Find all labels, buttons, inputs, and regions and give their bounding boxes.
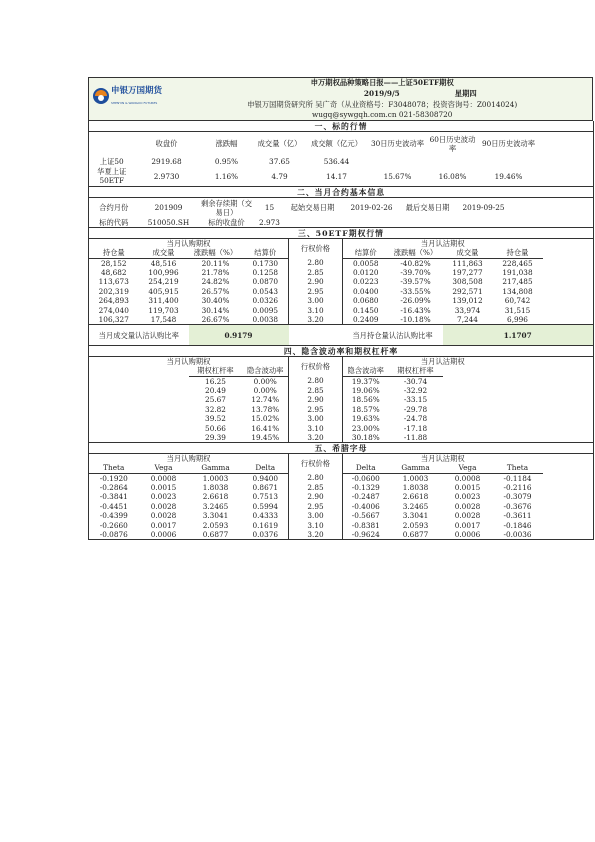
table-cell: 3.20 <box>289 433 343 443</box>
table-cell: 3.00 <box>289 296 343 306</box>
report-sheet <box>88 77 595 540</box>
table-cell: 0.5994 <box>252 501 279 511</box>
field-value: 2019-09-25 <box>462 203 505 213</box>
table-cell: 30.18% <box>351 433 380 442</box>
table-cell: 0.8671 <box>252 482 279 492</box>
table-cell: 19.46% <box>494 171 523 181</box>
table-cell: -11.88 <box>403 433 428 442</box>
table-cell: 7,244 <box>457 315 478 324</box>
table-cell: 0.0028 <box>454 511 481 521</box>
table-cell: 3.3041 <box>402 511 429 521</box>
table-cell: 0.0006 <box>454 530 481 539</box>
table-cell: -10.18% <box>400 315 431 324</box>
table-cell: 311,400 <box>148 296 179 306</box>
table-cell: 18.57% <box>351 404 380 414</box>
table-row <box>89 315 594 325</box>
table-row <box>89 492 594 502</box>
col-header: Theta <box>493 463 543 473</box>
table-cell: 0.0223 <box>352 277 379 287</box>
row-label: 上证50 <box>99 156 124 166</box>
table-cell: -33.55% <box>400 286 431 296</box>
table-cell: 0.0058 <box>352 258 379 268</box>
col-header: 涨跌幅（%） <box>189 248 243 258</box>
field-value: 15 <box>264 203 275 213</box>
table-cell: 292,571 <box>452 286 483 296</box>
table-cell: 26.67% <box>201 315 230 324</box>
section-greeks <box>88 443 594 540</box>
table-cell: 106,327 <box>98 315 129 324</box>
table-cell: 1.0003 <box>402 473 429 483</box>
table-cell: -0.3079 <box>503 492 532 502</box>
table-cell <box>369 156 427 167</box>
table-cell: 274,040 <box>98 305 129 315</box>
table-cell: -0.1920 <box>99 473 128 483</box>
table-cell: 0.1450 <box>352 305 379 315</box>
volume-ratio-label: 当月成交量认沽认购比率 <box>89 325 189 346</box>
col-header: 成交量 <box>443 248 493 258</box>
table-cell: -32.92 <box>403 385 428 395</box>
table-cell: 0.0400 <box>352 286 379 296</box>
org-line: 申银万国期货研究所 吴广奇（从业资格号：F3048078；投资咨询号：Z0014024) <box>173 99 593 110</box>
col-header: Vega <box>443 463 493 473</box>
table-cell: 0.0023 <box>150 492 177 502</box>
table-cell: -0.1846 <box>503 520 532 530</box>
table-row <box>89 156 594 167</box>
table-cell: 3.2465 <box>202 501 229 511</box>
table-cell: 3.20 <box>289 530 343 540</box>
table-row <box>89 258 594 268</box>
table-cell: 0.0017 <box>454 520 481 530</box>
section-market <box>88 121 594 187</box>
table-row <box>89 296 594 306</box>
table-cell: 37.65 <box>269 156 290 166</box>
table-cell: -0.8381 <box>351 520 380 530</box>
date-row <box>173 88 593 99</box>
put-group-label: 当月认沽期权 <box>420 357 465 366</box>
col-header: 结算价 <box>243 248 289 258</box>
strike-header: 行权价格 <box>289 357 343 377</box>
table-cell: 0.0326 <box>252 296 279 306</box>
table-cell: -0.3611 <box>503 511 532 521</box>
table-cell: -0.3676 <box>503 501 532 511</box>
table-cell: 1.8038 <box>202 482 229 492</box>
table-cell: 3.10 <box>289 424 343 434</box>
table-cell: 3.10 <box>289 521 343 531</box>
table-cell: 2.95 <box>289 405 343 415</box>
table-cell: 21.78% <box>201 267 230 277</box>
table-cell: 0.0023 <box>454 492 481 502</box>
table-cell: -0.0600 <box>351 473 380 483</box>
table-cell: 19.45% <box>251 433 280 442</box>
report-weekday: 星期四 <box>454 88 477 98</box>
table-row <box>89 405 594 415</box>
call-group-label: 当月认购期权 <box>166 239 211 248</box>
col-header: 60日历史波动率 <box>429 134 476 153</box>
col-header: 持仓量 <box>493 248 543 258</box>
table-cell: -0.2660 <box>99 520 128 530</box>
table-cell: -0.4006 <box>351 501 380 511</box>
section-contract-info <box>88 187 594 228</box>
table-cell: 32.82 <box>205 404 226 414</box>
table-cell: 0.0095 <box>252 305 279 315</box>
table-row <box>89 395 594 405</box>
table-cell: 0.0015 <box>150 482 177 492</box>
table-cell: 19.06% <box>351 385 380 395</box>
table-cell: -0.0876 <box>99 530 128 539</box>
table-cell: 202,319 <box>98 286 129 296</box>
table-cell: 0.7513 <box>252 492 279 502</box>
table-cell: 2.95 <box>289 287 343 297</box>
table-row <box>89 167 594 187</box>
table-cell: -0.9624 <box>351 530 380 539</box>
field-label: 剩余存续期（交易日） <box>200 198 253 217</box>
report-date: 2019/9/5 <box>363 88 400 98</box>
table-cell: 1.16% <box>214 171 239 181</box>
table-cell: -0.4451 <box>99 501 128 511</box>
section-title: 三、50ETF期权行情 <box>89 228 594 239</box>
table-cell: 4.79 <box>271 171 288 181</box>
table-cell: 1.0003 <box>202 473 229 483</box>
section-implied-vol <box>88 346 594 443</box>
table-cell: 0.0006 <box>150 530 177 539</box>
field-label: 最后交易日期 <box>405 203 450 213</box>
table-cell: 2.80 <box>289 258 343 268</box>
field-value: 201909 <box>154 203 183 213</box>
table-cell: 0.0028 <box>454 501 481 511</box>
col-header: 成交量 <box>139 248 189 258</box>
section-title: 五、希腊字母 <box>89 443 594 454</box>
table-cell: 25.67 <box>205 395 226 405</box>
table-row <box>89 530 594 540</box>
table-cell: 16.25 <box>205 376 226 386</box>
col-header: Gamma <box>189 463 243 473</box>
table-cell: -0.3841 <box>99 492 128 502</box>
table-cell: 3.20 <box>289 315 343 325</box>
table-cell: 2.85 <box>289 483 343 493</box>
col-header: 隐含波动率 <box>243 366 289 376</box>
table-cell: 31,515 <box>504 305 531 315</box>
field-label: 合约月份 <box>99 203 129 213</box>
table-row <box>89 502 594 512</box>
table-cell: 536.44 <box>323 156 350 166</box>
table-cell: 2.0593 <box>402 520 429 530</box>
col-header: 涨跌幅 <box>215 139 238 149</box>
table-cell <box>427 156 479 167</box>
put-group-label: 当月认沽期权 <box>420 239 465 248</box>
col-header: 30日历史波动率 <box>370 139 425 149</box>
table-cell: 0.00% <box>253 385 277 395</box>
table-cell: 2.6618 <box>202 492 229 502</box>
table-cell: 17,548 <box>150 315 177 324</box>
table-cell: -0.1329 <box>351 482 380 492</box>
table-cell: 16.08% <box>438 171 467 181</box>
table-cell: 0.0008 <box>150 473 177 483</box>
col-header: Vega <box>139 463 189 473</box>
table-cell: 0.0038 <box>252 315 279 324</box>
table-cell: 0.0120 <box>352 267 379 277</box>
table-cell: 3.10 <box>289 306 343 316</box>
table-cell: 33,974 <box>454 305 481 315</box>
table-cell: -26.09% <box>400 296 431 306</box>
table-cell: -39.57% <box>400 277 431 287</box>
table-cell: 3.00 <box>289 414 343 424</box>
table-cell: 19.37% <box>351 376 380 386</box>
col-header: 涨跌幅（%） <box>389 248 443 258</box>
table-cell: -24.78 <box>403 414 428 424</box>
table-cell: 2919.68 <box>151 156 182 166</box>
table-cell: 48,682 <box>100 267 127 277</box>
table-cell: 2.90 <box>289 492 343 502</box>
table-cell: -0.0036 <box>503 530 532 539</box>
col-header: 成交额（亿元） <box>310 139 363 149</box>
col-header <box>89 132 135 156</box>
table-row <box>89 376 594 386</box>
table-cell: -17.18 <box>403 423 428 433</box>
table-cell: 2.9730 <box>153 171 180 181</box>
col-header: 持仓量 <box>89 248 139 258</box>
table-cell: 60,742 <box>504 296 531 306</box>
table-row <box>89 386 594 396</box>
table-cell: 23.00% <box>351 423 380 433</box>
call-group-label: 当月认购期权 <box>166 357 211 366</box>
table-cell: 18.56% <box>351 395 380 405</box>
table-cell: 24.82% <box>201 277 230 287</box>
table-cell: 217,485 <box>502 277 533 287</box>
table-cell: 0.00% <box>253 376 277 386</box>
table-row <box>89 511 594 521</box>
col-header: 期权杠杆率 <box>189 366 243 376</box>
table-cell: 2.6618 <box>402 492 429 502</box>
field-label: 起始交易日期 <box>290 203 335 213</box>
table-cell: 0.6877 <box>402 530 429 539</box>
section-option-quotes <box>88 228 594 346</box>
table-cell: 2.80 <box>289 376 343 386</box>
table-cell: 3.2465 <box>402 501 429 511</box>
table-cell: 0.1258 <box>252 267 279 277</box>
table-cell: -0.2864 <box>99 482 128 492</box>
table-row <box>89 521 594 531</box>
table-row <box>89 268 594 278</box>
table-cell: 191,038 <box>502 267 533 277</box>
table-cell: 2.0593 <box>202 520 229 530</box>
table-cell: 0.6877 <box>202 530 229 539</box>
table-cell: 6,996 <box>507 315 528 324</box>
table-cell: 113,673 <box>98 277 129 287</box>
section-title: 二、当月合约基本信息 <box>89 187 594 198</box>
table-cell: 0.0015 <box>454 482 481 492</box>
table-cell: -33.15 <box>403 395 428 405</box>
table-row <box>89 473 594 483</box>
table-cell: 0.0376 <box>252 530 279 539</box>
table-cell: 3.3041 <box>202 511 229 521</box>
table-cell: 20.11% <box>201 258 230 268</box>
col-header: 90日历史波动率 <box>481 139 536 149</box>
table-cell: 16.41% <box>251 423 280 433</box>
table-cell: -0.5667 <box>351 511 380 521</box>
table-cell: 13.78% <box>251 404 280 414</box>
open-interest-ratio-value: 1.1707 <box>443 325 594 346</box>
table-cell: 20.49 <box>205 385 226 395</box>
table-row <box>89 198 594 218</box>
table-cell: 228,465 <box>502 258 533 268</box>
table-cell: -39.70% <box>400 267 431 277</box>
table-cell: 0.9400 <box>252 473 279 483</box>
col-header: 成交量（亿） <box>257 139 302 149</box>
table-cell: -40.82% <box>400 258 431 268</box>
col-header: 隐含波动率 <box>343 366 389 376</box>
table-cell: 308,508 <box>452 277 483 287</box>
col-header: 收盘价 <box>155 139 178 149</box>
col-header: Theta <box>89 463 139 473</box>
table-cell: 48,516 <box>150 258 177 268</box>
table-cell: 0.4333 <box>252 511 279 521</box>
table-cell: 100,996 <box>148 267 179 277</box>
table-cell: 139,012 <box>452 296 483 306</box>
table-cell: 30.40% <box>201 296 230 306</box>
table-cell: 2.90 <box>289 277 343 287</box>
table-cell: 39.52 <box>205 414 226 424</box>
logo-subtext: SHENYIN & WANGUO FUTURES <box>111 101 158 105</box>
table-cell: 15.02% <box>251 414 280 424</box>
table-row <box>89 424 594 434</box>
col-header: 结算价 <box>343 248 389 258</box>
put-group-label: 当月认沽期权 <box>420 454 465 463</box>
table-cell: 254,219 <box>148 277 179 287</box>
section-title: 四、隐含波动率和期权杠杆率 <box>89 346 594 357</box>
table-row <box>89 414 594 424</box>
table-cell: -30.74 <box>403 376 428 386</box>
strike-header: 行权价格 <box>289 454 343 474</box>
table-cell: 2.95 <box>289 502 343 512</box>
table-cell: 28,152 <box>100 258 127 268</box>
table-cell: 0.0028 <box>150 501 177 511</box>
section-title: 一、标的行情 <box>89 121 594 132</box>
table-cell: 30.14% <box>201 305 230 315</box>
table-cell: 1.8038 <box>402 482 429 492</box>
table-cell: 19.63% <box>351 414 380 424</box>
field-label: 标的收盘价 <box>208 217 245 227</box>
logo-text: 申银万国期货 <box>111 86 163 96</box>
table-cell: 2.85 <box>289 386 343 396</box>
table-cell: 134,808 <box>502 286 533 296</box>
table-cell: -0.1184 <box>503 473 532 483</box>
report-title: 申万期权品种策略日报——上证50ETF期权 <box>173 78 593 88</box>
table-cell: 2.85 <box>289 268 343 278</box>
table-row <box>89 306 594 316</box>
table-cell: 12.74% <box>251 395 280 405</box>
table-cell: -0.2487 <box>351 492 380 502</box>
field-value: 2.973 <box>259 217 280 227</box>
table-cell: -29.78 <box>403 404 428 414</box>
col-header: 期权杠杆率 <box>389 366 443 376</box>
row-label: 华夏上证50ETF <box>97 167 127 186</box>
table-cell: 0.0008 <box>454 473 481 483</box>
table-cell: 0.0680 <box>352 296 379 306</box>
table-cell: -0.2116 <box>503 482 532 492</box>
open-interest-ratio-label: 当月持仓量认沽认购比率 <box>343 325 443 346</box>
field-label: 标的代码 <box>99 217 129 227</box>
table-cell: 2.80 <box>289 473 343 483</box>
table-cell: 0.0028 <box>150 511 177 521</box>
call-group-label: 当月认购期权 <box>166 454 211 463</box>
logo <box>89 78 173 121</box>
table-cell: 405,915 <box>148 286 179 296</box>
table-row <box>89 218 594 228</box>
table-cell: 0.1619 <box>252 520 279 530</box>
table-cell: 29.39 <box>205 433 226 442</box>
table-cell: -0.4399 <box>99 511 128 521</box>
field-value: 2019-02-26 <box>350 203 393 213</box>
volume-ratio-value: 0.9179 <box>189 325 289 346</box>
contact-line: wugq@sywgqh.com.cn 021-58308720 <box>173 110 593 121</box>
table-cell: -16.43% <box>400 305 431 315</box>
table-cell: 0.0870 <box>252 277 279 287</box>
strike-header: 行权价格 <box>289 239 343 259</box>
table-cell: 0.2409 <box>352 315 379 324</box>
table-row <box>89 277 594 287</box>
table-cell: 264,893 <box>98 296 129 306</box>
table-row <box>89 483 594 493</box>
table-cell: 111,863 <box>452 258 483 268</box>
col-header: Delta <box>243 463 289 473</box>
table-row <box>89 287 594 297</box>
table-row <box>89 433 594 443</box>
table-cell: 0.1730 <box>252 258 279 268</box>
table-cell: 0.0543 <box>252 286 279 296</box>
table-cell: 0.95% <box>214 156 239 166</box>
report-header <box>88 77 593 121</box>
table-cell <box>479 156 539 167</box>
table-cell: 26.57% <box>201 286 230 296</box>
col-header: Gamma <box>389 463 443 473</box>
table-cell: 50.66 <box>205 423 226 433</box>
table-cell: 15.67% <box>383 171 412 181</box>
table-cell: 197,277 <box>452 267 483 277</box>
field-value: 510050.SH <box>147 217 190 227</box>
table-cell: 3.00 <box>289 511 343 521</box>
table-cell: 119,703 <box>148 305 179 315</box>
table-cell: 2.90 <box>289 395 343 405</box>
table-cell: 14.17 <box>326 171 347 181</box>
col-header: Delta <box>343 463 389 473</box>
table-cell: 0.0017 <box>150 520 177 530</box>
